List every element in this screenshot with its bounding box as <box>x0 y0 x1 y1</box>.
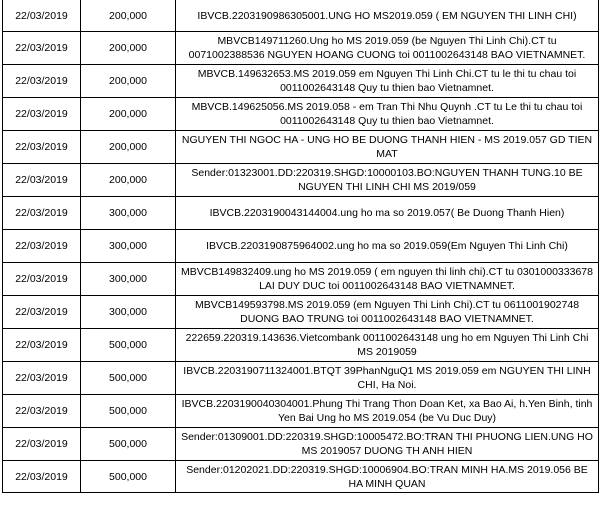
table-row <box>3 395 599 428</box>
description-cell: IBVCB.2203190986305001.UNG HO MS2019.059 ( EM NGUYEN THI LINH CHI) <box>176 0 599 32</box>
table-row <box>3 98 599 131</box>
description-cell: NGUYEN THI NGOC HA - UNG HO BE DUONG THANH HIEN - MS 2019.057 GD TIEN MAT <box>176 131 599 164</box>
date-cell: 22/03/2019 <box>3 164 81 197</box>
description-cell: MBVCB.149625056.MS 2019.058 - em Tran Thi Nhu Quynh .CT tu Le thi tu chau toi 0011002643148 Quy tu thien bao Vietnamnet. <box>176 98 599 131</box>
date-cell: 22/03/2019 <box>3 0 81 32</box>
amount-cell: 200,000 <box>81 65 176 98</box>
table-row <box>3 296 599 329</box>
description-cell: Sender:01309001.DD:220319.SHGD:10005472.BO:TRAN THI PHUONG LIEN.UNG HO MS 2019057 DUONG TH ANH HIEN <box>176 428 599 461</box>
table-row <box>3 0 599 32</box>
table-row <box>3 65 599 98</box>
date-cell: 22/03/2019 <box>3 461 81 493</box>
description-cell: 222659.220319.143636.Vietcombank 0011002643148 ung ho em Nguyen Thi Linh Chi MS 2019059 <box>176 329 599 362</box>
date-cell: 22/03/2019 <box>3 428 81 461</box>
table-row <box>3 329 599 362</box>
date-cell: 22/03/2019 <box>3 131 81 164</box>
amount-cell: 300,000 <box>81 230 176 263</box>
date-cell: 22/03/2019 <box>3 98 81 131</box>
date-cell: 22/03/2019 <box>3 296 81 329</box>
transaction-rows <box>3 0 599 493</box>
description-cell: IBVCB.2203190711324001.BTQT 39PhanNguQ1 MS 2019.059 em NGUYEN THI LINH CHI, Ha Noi. <box>176 362 599 395</box>
date-cell: 22/03/2019 <box>3 230 81 263</box>
description-cell: IBVCB.2203190043144004.ung ho ma so 2019.057( Be Duong Thanh Hien) <box>176 197 599 230</box>
description-cell: IBVCB.2203190875964002.ung ho ma so 2019.059(Em Nguyen Thi Linh Chi) <box>176 230 599 263</box>
date-cell: 22/03/2019 <box>3 263 81 296</box>
date-cell: 22/03/2019 <box>3 65 81 98</box>
amount-cell: 500,000 <box>81 362 176 395</box>
amount-cell: 300,000 <box>81 197 176 230</box>
amount-cell: 300,000 <box>81 263 176 296</box>
date-cell: 22/03/2019 <box>3 32 81 65</box>
amount-cell: 200,000 <box>81 98 176 131</box>
table-row <box>3 362 599 395</box>
date-cell: 22/03/2019 <box>3 395 81 428</box>
description-cell: MBVCB149711260.Ung ho MS 2019.059 (be Nguyen Thi Linh Chi).CT tu 0071002388536 NGUYEN HOANG CUONG toi 0011002643148 BAO VIETNAMNET. <box>176 32 599 65</box>
table-row <box>3 164 599 197</box>
amount-cell: 200,000 <box>81 164 176 197</box>
table-row <box>3 428 599 461</box>
description-cell: Sender:01323001.DD:220319.SHGD:10000103.BO:NGUYEN THANH TUNG.10 BE NGUYEN THI LINH CHI MS 2019/059 <box>176 164 599 197</box>
table-row <box>3 197 599 230</box>
amount-cell: 200,000 <box>81 0 176 32</box>
date-cell: 22/03/2019 <box>3 197 81 230</box>
amount-cell: 200,000 <box>81 131 176 164</box>
description-cell: MBVCB.149632653.MS 2019.059 em Nguyen Thi Linh Chi.CT tu le thi tu chau toi 0011002643148 Quy tu thien bao Vietnamnet. <box>176 65 599 98</box>
description-cell: MBVCB149593798.MS 2019.059 (em Nguyen Thi Linh Chi).CT tu 0611001902748 DUONG BAO TRUNG toi 0011002643148 BAO VIETNAMNET. <box>176 296 599 329</box>
table-row <box>3 131 599 164</box>
description-cell: MBVCB149832409.ung ho MS 2019.059 ( em nguyen thi linh chi).CT tu 0301000333678 LAI DUY DUC toi 0011002643148 BAO VIETNAMNET. <box>176 263 599 296</box>
description-cell: Sender:01202021.DD:220319.SHGD:10006904.BO:TRAN MINH HA.MS 2019.056 BE HA MINH QUAN <box>176 461 599 493</box>
table-row <box>3 230 599 263</box>
table-row <box>3 263 599 296</box>
amount-cell: 500,000 <box>81 395 176 428</box>
date-cell: 22/03/2019 <box>3 362 81 395</box>
amount-cell: 500,000 <box>81 428 176 461</box>
amount-cell: 500,000 <box>81 461 176 493</box>
amount-cell: 200,000 <box>81 32 176 65</box>
description-cell: IBVCB.2203190040304001.Phung Thi Trang Thon Doan Ket, xa Bao Ai, h.Yen Binh, tinh Yen Bai Ung ho MS 2019.054 (be Vu Duc Duy) <box>176 395 599 428</box>
amount-cell: 300,000 <box>81 296 176 329</box>
amount-cell: 500,000 <box>81 329 176 362</box>
date-cell: 22/03/2019 <box>3 329 81 362</box>
table-row <box>3 32 599 65</box>
transaction-table <box>2 0 599 493</box>
table-row <box>3 461 599 493</box>
